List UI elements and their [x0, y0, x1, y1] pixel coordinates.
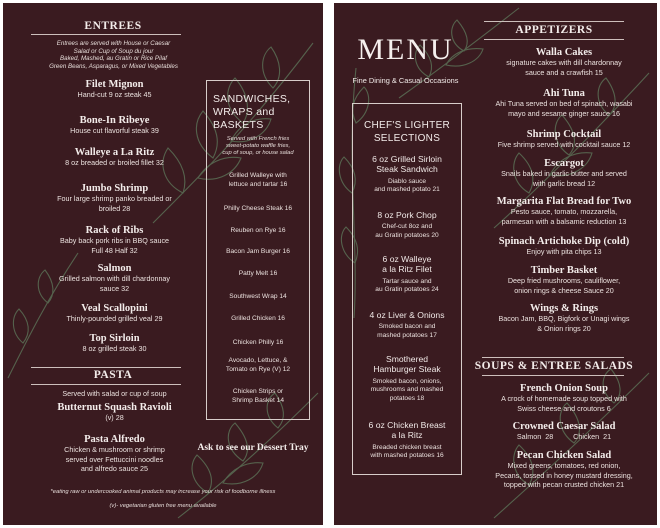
- appetizers-heading: APPETIZERS: [515, 24, 593, 36]
- sandwiches-note: Served with French fries sweet-potato waffle fries, cup of soup, or house salad: [222, 136, 294, 157]
- menu-item-rack-of-ribs: [17, 225, 212, 255]
- dessert-tray-text: Ask to see our Dessert Tray: [197, 443, 309, 453]
- soups-heading: SOUPS & ENTREE SALADS: [474, 360, 634, 372]
- appetizer-walla-cakes: [474, 47, 654, 77]
- sandwiches-box: [206, 80, 310, 420]
- sandwich-item: Grilled Walleye with lettuce and tartar 16: [228, 172, 288, 188]
- item-desc: Grilled salmon with dill chardonnay: [58, 274, 171, 283]
- item-desc: sauce 32: [99, 283, 130, 293]
- item-desc: and mashed potato 21: [374, 186, 440, 194]
- item-name: Rack of Ribs: [85, 225, 144, 236]
- item-name: Hamburger Steak: [373, 364, 441, 375]
- appetizers-rule-top: [484, 21, 624, 22]
- sandwich-item: Avocado, Lettuce, & Tomato on Rye (V) 12: [225, 357, 291, 373]
- menu-item-bone-in-ribeye: [17, 115, 212, 136]
- sandwich-item: Chicken Philly 16: [232, 339, 284, 346]
- tagline: Fine Dining & Casual Occasions: [352, 76, 459, 85]
- sandwiches-heading: SANDWICHES, WRAPS and BASKETS: [213, 93, 291, 131]
- menu-item-salmon: [17, 263, 212, 293]
- appetizer-spinach-artichoke-dip: [474, 236, 654, 257]
- item-desc: mashed potatoes 17: [377, 332, 437, 339]
- item-desc: au Gratin potatoes 20: [375, 232, 439, 239]
- item-name: Walleye a La Ritz: [74, 147, 155, 158]
- right-menu-page: [334, 3, 657, 525]
- item-desc: Four large shrimp panko breaded or: [57, 194, 172, 203]
- menu-title: MENU: [357, 33, 454, 66]
- pasta-note: Served with salad or cup of soup: [62, 389, 167, 398]
- item-name: 4 oz Liver & Onions: [369, 310, 445, 320]
- item-desc: with garlic bread 12: [532, 178, 596, 188]
- item-desc: Deep fried mushrooms, cauliflower,: [507, 276, 621, 285]
- lighter-selections-box: [352, 103, 462, 475]
- item-desc: Full 48 Half 32: [91, 245, 138, 255]
- item-desc: au Gratin potatoes 24: [375, 286, 439, 294]
- item-name: Pecan Chicken Salad: [516, 450, 612, 461]
- lighter-item-sirloin-sandwich: [353, 154, 461, 195]
- item-name: Walla Cakes: [535, 47, 593, 58]
- lighter-item-walleye-filet: [353, 254, 461, 295]
- item-desc: Breaded chicken breast: [372, 443, 442, 451]
- item-name: Margarita Flat Bread for Two: [496, 196, 632, 207]
- item-name: Pasta Alfredo: [84, 434, 145, 445]
- appetizer-shrimp-cocktail: [474, 129, 654, 150]
- menu-item-butternut-ravioli: [17, 402, 212, 423]
- item-name: Spinach Artichoke Dip (cold): [498, 236, 630, 247]
- item-desc: signature cakes with dill chardonnay: [506, 58, 622, 67]
- left-menu-page: [3, 3, 323, 525]
- item-desc: (v) 28: [105, 413, 124, 422]
- item-desc: Swiss cheese and croutons 6: [517, 403, 611, 413]
- menu-item-pasta-alfredo: [17, 434, 212, 474]
- item-name: 6 oz Grilled Sirloin: [372, 154, 442, 164]
- pasta-heading: PASTA: [93, 369, 133, 381]
- item-desc: Five shrimp served with cocktail sauce 12: [497, 140, 631, 149]
- item-name: Salmon: [97, 263, 132, 274]
- lighter-heading: CHEF'S LIGHTER SELECTIONS: [363, 120, 451, 144]
- item-desc: & Onion rings 20: [537, 323, 591, 333]
- item-name: Shrimp Cocktail: [526, 129, 602, 140]
- item-name: Jumbo Shrimp: [80, 183, 149, 194]
- sandwich-item: Southwest Wrap 14: [229, 293, 287, 300]
- item-name: Escargot: [544, 158, 584, 169]
- vegetarian-legend: (v)- vegetarian gluten free menu available: [109, 503, 217, 509]
- item-desc: Thinly-pounded grilled veal 29: [66, 314, 163, 323]
- entrees-rule: [31, 34, 181, 35]
- menu-item-filet-mignon: [17, 79, 212, 100]
- lighter-item-chicken-breast: [353, 420, 461, 461]
- item-name: 6 oz Walleye: [382, 254, 432, 264]
- item-desc: Bacon Jam, BBQ, Bigfork or Unagi wings: [498, 314, 630, 323]
- item-desc: Mixed greens, tomatoes, red onion,: [507, 461, 621, 470]
- item-desc: with mashed potatoes 16: [370, 452, 444, 460]
- item-name: French Onion Soup: [520, 383, 608, 394]
- item-desc: Hand-cut 9 oz steak 45: [77, 90, 152, 99]
- item-desc: Diablo sauce: [387, 177, 427, 185]
- item-desc: served over Fettuccini noodles: [65, 454, 164, 464]
- item-desc: topped with pecan crusted chicken 21: [503, 480, 625, 490]
- item-name: Veal Scallopini: [81, 303, 148, 314]
- lighter-item-pork-chop: [353, 210, 461, 241]
- appetizer-margarita-flat-bread: [474, 196, 654, 226]
- item-desc: mayo and sesame ginger sauce 16: [508, 108, 620, 118]
- item-name: Ahi Tuna: [543, 88, 585, 99]
- item-desc: 8 oz breaded or broiled fillet 32: [65, 158, 164, 167]
- item-desc: potatoes 18: [389, 395, 425, 402]
- pasta-rule-top: [31, 367, 181, 368]
- sandwich-item: Reuben on Rye 16: [230, 227, 286, 234]
- menu-item-top-sirloin: [17, 333, 212, 354]
- item-desc: Baby back pork ribs in BBQ sauce: [59, 236, 170, 245]
- salad-crowned-caesar: [474, 421, 654, 442]
- item-name: Steak Sandwich: [376, 164, 438, 175]
- item-desc: Ahi Tuna served on bed of spinach, wasabi: [495, 99, 633, 108]
- item-name: a la Ritz Filet: [382, 264, 432, 275]
- appetizer-escargot: [474, 158, 654, 188]
- item-name: Smothered: [385, 354, 429, 364]
- item-name: Wings & Rings: [529, 303, 599, 314]
- item-desc: broiled 28: [98, 203, 131, 213]
- sandwich-item: Grilled Chicken 16: [231, 315, 285, 322]
- item-name: a la Ritz: [391, 430, 423, 441]
- item-desc: Chef-cut 8oz and: [381, 223, 433, 231]
- item-desc: Pesto sauce, tomato, mozzarella,: [510, 207, 618, 216]
- item-desc: Salmon 28 Chicken 21: [516, 432, 612, 441]
- item-desc: Smoked bacon, onions,: [372, 377, 442, 385]
- item-desc: Smoked bacon and: [378, 323, 436, 331]
- item-name: Bone-In Ribeye: [79, 115, 150, 126]
- foodborne-illness-footnote: *eating raw or undercooked animal products may increase your risk of foodborne illness: [50, 489, 276, 495]
- appetizer-ahi-tuna: [474, 88, 654, 118]
- item-desc: Pecans, tossed in honey mustard dressing,: [495, 470, 633, 480]
- item-desc: 8 oz grilled steak 30: [82, 344, 147, 353]
- lighter-item-liver-onions: [353, 310, 461, 341]
- menu-item-walleye: [17, 147, 212, 168]
- entrees-heading: ENTREES: [84, 20, 142, 32]
- salad-pecan-chicken: [474, 450, 654, 490]
- sandwich-item: Philly Cheese Steak 16: [223, 205, 293, 212]
- item-desc: A crock of homemade soup topped with: [501, 394, 627, 403]
- soups-rule-bottom: [482, 375, 624, 376]
- item-desc: mushrooms and mashed: [370, 386, 444, 394]
- appetizer-timber-basket: [474, 265, 654, 295]
- sandwich-item: Chicken Strips or Shrimp Basket 14: [231, 388, 285, 404]
- pasta-rule-bottom: [31, 384, 181, 385]
- appetizers-rule-bottom: [484, 39, 624, 40]
- item-desc: Chicken & mushroom or shrimp: [64, 445, 165, 454]
- appetizer-wings-rings: [474, 303, 654, 333]
- menu-item-veal-scallopini: [17, 303, 212, 324]
- item-desc: Tartar sauce and: [382, 277, 432, 285]
- item-desc: parmesan with a balsamic reduction 13: [501, 216, 627, 226]
- item-name: Timber Basket: [530, 265, 598, 276]
- item-desc: Enjoy with pita chips 13: [526, 247, 602, 256]
- item-name: Filet Mignon: [85, 79, 144, 90]
- item-desc: and alfredo sauce 25: [80, 464, 149, 474]
- item-desc: sauce and a crawfish 15: [525, 67, 603, 77]
- item-name: Butternut Squash Ravioli: [57, 402, 172, 413]
- item-name: 8 oz Pork Chop: [377, 210, 437, 220]
- item-name: Top Sirloin: [89, 333, 140, 344]
- soup-french-onion: [474, 383, 654, 413]
- menu-item-jumbo-shrimp: [17, 183, 212, 213]
- item-name: Crowned Caesar Salad: [512, 421, 616, 432]
- lighter-item-hamburger-steak: [353, 354, 461, 404]
- sandwich-item: Bacon Jam Burger 16: [226, 248, 290, 255]
- entrees-note: Entrees are served with House or Caesar Salad or Cup of Soup du jour Baked, Mashed, au Gratin or Rice Pilaf Green Beans, Asparagus, or Mixed Vegetables: [49, 40, 178, 70]
- soups-rule-top: [482, 357, 624, 358]
- item-desc: Snails baked in garlic butter and served: [501, 169, 627, 178]
- item-desc: House cut flavorful steak 39: [70, 126, 159, 135]
- item-name: 6 oz Chicken Breast: [368, 420, 446, 430]
- item-desc: onion rings & cheese Sauce 20: [514, 285, 614, 295]
- sandwich-item: Patty Melt 16: [238, 270, 278, 277]
